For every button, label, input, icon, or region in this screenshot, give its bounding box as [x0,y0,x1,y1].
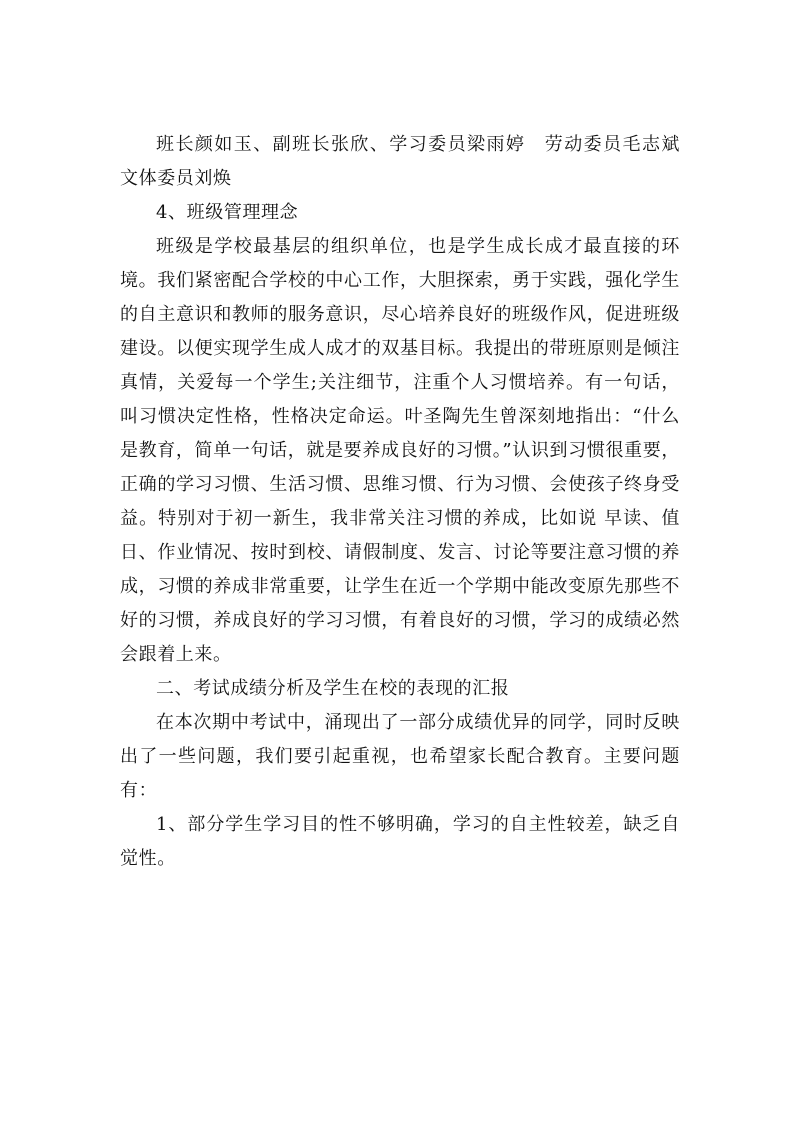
paragraph-class-officers: 班长颜如玉、副班长张欣、学习委员梁雨婷 劳动委员毛志斌 文体委员刘焕 [120,134,680,189]
paragraph-heading-exam-analysis: 二、考试成绩分析及学生在校的表现的汇报 [156,678,510,699]
document-body [120,128,680,876]
paragraph-exam-analysis: 在本次期中考试中，涌现出了一部分成绩优异的同学，同时反映出了一些问题，我们要引起重视，也希望家长配合教育。主要问题有： [120,712,680,801]
paragraph-problem-1: 1、部分学生学习目的性不够明确，学习的自主性较差，缺乏自觉性。 [120,814,680,869]
paragraph-heading-management-philosophy: 4、班级管理理念 [156,202,299,223]
paragraph-management-philosophy: 班级是学校最基层的组织单位，也是学生成长成才最直接的环境。我们紧密配合学校的中心工作，大胆探索，勇于实践，强化学生的自主意识和教师的服务意识，尽心培养良好的班级作风，促进班级建设。以便实现学生成人成才的双基目标。我提出的带班原则是倾注真情，关爱每一个学生;关注细节，注重个人习惯培养。有一句话，叫习惯决定性格，性格决定命运。叶圣陶先生曾深刻地指出：“什么是教育，简单一句话，就是要养成良好的习惯。”认识到习惯很重要，正确的学习习惯、生活习惯、思维习惯、行为习惯、会使孩子终身受益。特别对于初一新生，我非常关注习惯的养成，比如说 早读、值日、作业情况、按时到校、请假制度、发言、讨论等要注意习惯的养成，习惯的养成非常重要，让学生在近一个学期中能改变原先那些不好的习惯，养成良好的学习习惯，有着良好的习惯，学习的成绩必然会跟着上来。 [120,236,680,665]
